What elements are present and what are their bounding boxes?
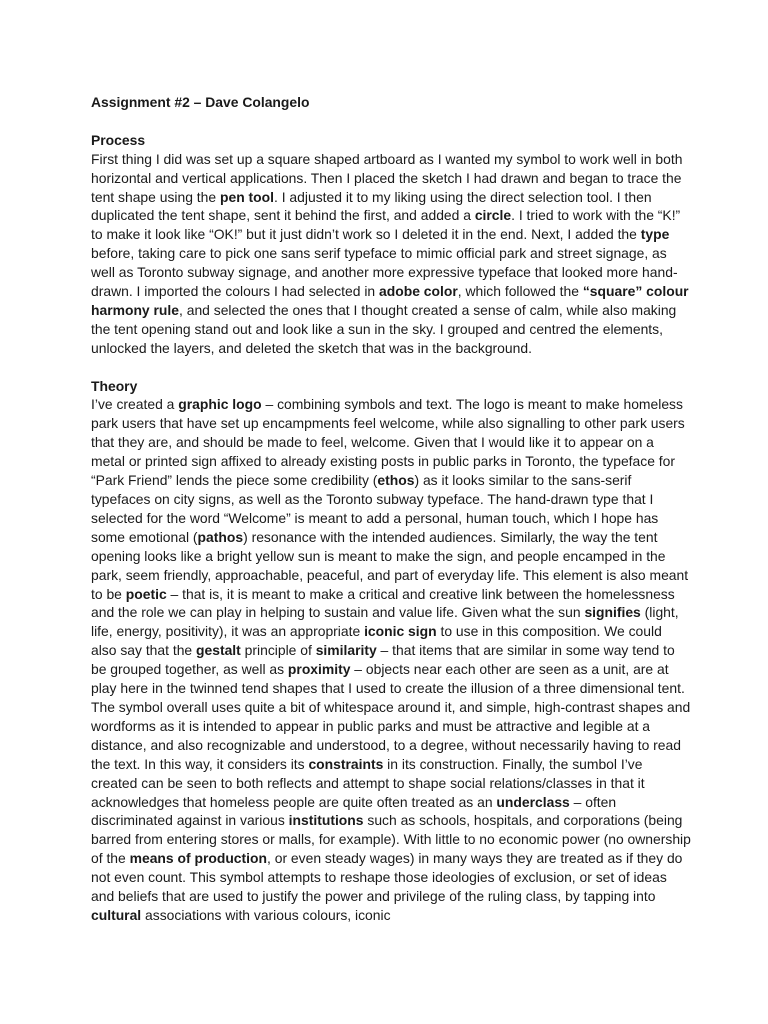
text-run: , and selected the ones that I thought created a sense of calm, while also making the tent opening stand out and look like a sun in the sky. I grouped and centred the elements, unlocked the layers, and deleted the sketch that was in the background.	[91, 301, 677, 356]
text-run: such as schools, hospitals, and corporations (being barred from entering stores or malls, for example). With little to no economic power (no ownership of the	[91, 812, 691, 867]
text-run: associations with various colours, iconic	[141, 906, 391, 923]
text-run: principle of	[240, 642, 316, 659]
bold-term: signifies	[584, 604, 641, 621]
text-run: – combining symbols and text. The logo is meant to make homeless park users that have set up encampments feel welcome, while also signalling to other park users that they are, and should be made to feel, welcome. Given that I would like it to appear on a metal or printed sign affixed to already existing posts in public parks in Toronto, the typeface for “Park Friend” lends the piece some credibility (	[91, 396, 685, 489]
text-run: First thing I did was set up a square shaped artboard as I wanted my symbol to work well in both horizontal and vertical applications. Then I placed the sketch I had drawn and began to trace the tent shape using the	[91, 150, 683, 205]
bold-term: ethos	[377, 472, 415, 489]
bold-term: type	[640, 226, 670, 243]
text-run: , which followed the	[457, 283, 583, 300]
bold-term: institutions	[288, 812, 364, 829]
section-heading-process: Process	[91, 131, 146, 148]
text-run: – that items that are similar in some way tend to be grouped together, as well as	[91, 642, 675, 678]
bold-term: cultural	[91, 906, 142, 923]
section-heading-theory: Theory	[91, 377, 138, 394]
bold-term: pathos	[197, 528, 244, 545]
bold-term: poetic	[125, 585, 167, 602]
section-body-theory	[91, 395, 691, 924]
text-run: . I tried to work with the “K!” to make it look like “OK!” but it just didn’t work so I deleted it in the end. Next, I added the	[91, 207, 681, 243]
document-title: Assignment #2 – Dave Colangelo	[91, 94, 310, 110]
text-run: ) resonance with the intended audiences. Similarly, the way the tent opening looks like a bright yellow sun is meant to make the sign, and people encamped in the park, seem friendly, approachable, peaceful, and part of everyday life. This element is also meant to be	[91, 528, 689, 602]
text-run: to use in this composition. We could also say that the	[91, 623, 662, 659]
text-run: in its construction. Finally, the sumbol I’ve created can be seen to both reflects and attempt to shape social relations/classes in that it acknowledges that homeless people are quite often treated as an	[91, 755, 645, 810]
text-run: ) as it looks similar to the sans-serif typefaces on city signs, as well as the Toronto subway typeface. The hand-drawn type that I selected for the word “Welcome” is meant to add a personal, human touch, which I hope has some emotional (	[91, 472, 659, 545]
bold-term: adobe color	[379, 283, 458, 300]
bold-term: similarity	[315, 642, 377, 659]
document-page	[91, 93, 691, 944]
bold-term: iconic sign	[364, 623, 437, 640]
bold-term: gestalt	[196, 642, 241, 659]
bold-term: underclass	[496, 793, 570, 810]
bold-term: proximity	[287, 661, 351, 678]
text-run: – objects near each other are seen as a unit, are at play here in the twinned tend shapes that I used to create the illusion of a three dimensional tent. The symbol overall uses quite a bit of whitespace around it, and simple, high-contrast shapes and wordforms as it is intended to appear in public parks and must be attractive and legible at a distance, and also recognizable and understood, to a degree, without necessarily having to read the text. In this way, it considers its	[91, 661, 691, 772]
text-run: I’ve created a	[91, 396, 179, 413]
bold-term: means of production	[129, 850, 267, 867]
text-run: before, taking care to pick one sans serif typeface to mimic official park and street signage, as well as Toronto subway signage, and another more expressive typeface that looked more hand-drawn. I imported the colours I had selected in	[91, 245, 678, 300]
section-body-process	[91, 150, 691, 358]
bold-term: graphic logo	[178, 396, 262, 413]
text-run: , or even steady wages) in many ways they are treated as if they do not even count. This symbol attempts to reshape those ideologies of exclusion, or set of ideas and beliefs that are used to justify the power and privilege of the ruling class, by tapping into	[91, 850, 683, 905]
bold-term: circle	[474, 207, 512, 224]
bold-term: constraints	[308, 755, 384, 772]
text-run: – that is, it is meant to make a critical and creative link between the homelessness and the role we can play in helping to sustain and value life. Given what the sun	[91, 585, 675, 621]
text-run: – often discriminated against in various	[91, 793, 617, 829]
bold-term: pen tool	[219, 188, 274, 205]
text-run: (light, life, energy, positivity), it was an appropriate	[91, 604, 679, 640]
bold-term: “square” colour harmony rule	[91, 283, 689, 318]
text-run: . I adjusted it to my liking using the direct selection tool. I then duplicated the tent shape, sent it behind the first, and added a	[91, 188, 652, 224]
